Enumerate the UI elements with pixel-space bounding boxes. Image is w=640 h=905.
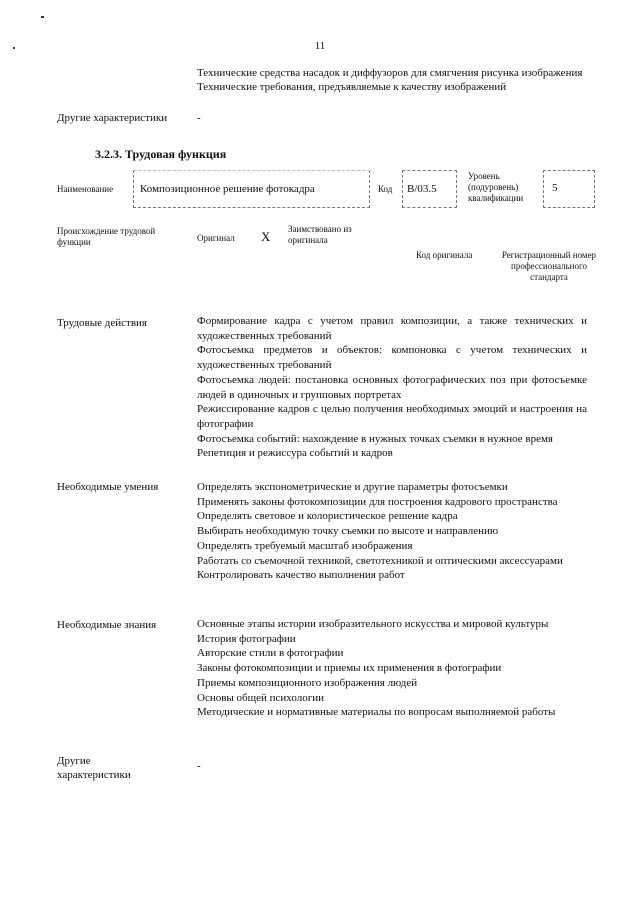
origin-label: Происхождение трудовой функции <box>57 226 156 247</box>
section-heading: 3.2.3. Трудовая функция <box>95 147 227 161</box>
row-label-other-characteristics: Другие характеристики <box>57 755 131 781</box>
list-item: Фотосъемка событий: нахождение в нужных точках съемки в нужное время <box>197 432 553 445</box>
list-item: Контролировать качество выполнения работ <box>197 569 405 582</box>
other-characteristics-list <box>197 759 587 774</box>
original-label: Оригинал <box>197 233 235 243</box>
required-skills-list <box>197 480 587 583</box>
level-label: Уровень (подуровень) квалификации <box>468 171 524 203</box>
code-label: Код <box>378 184 393 194</box>
list-item: Методические и нормативные материалы по вопросам выполняемой работы <box>197 706 556 719</box>
top-line: Технические требования, предъявляемые к качеству изображений <box>197 81 507 93</box>
name-value: Композиционное решение фотокадра <box>140 183 315 195</box>
list-item: Основы общей психологии <box>197 691 324 704</box>
list-item: Выбирать необходимую точку съемки по высоте и направлению <box>197 525 499 538</box>
page-number: 11 <box>314 40 326 52</box>
other-characteristics-value: - <box>197 112 201 124</box>
list-item: Работать со съемочной техникой, светотехникой и оптическими аксессуарами <box>197 554 563 567</box>
list-item: Приемы композиционного изображения людей <box>197 676 418 689</box>
list-item: История фотографии <box>197 632 296 645</box>
list-item: Авторские стили в фотографии <box>197 647 344 660</box>
required-knowledge-list <box>197 617 587 720</box>
borrowed-label: Заимствовано из оригинала <box>288 224 352 245</box>
list-item: Основные этапы истории изобразительного искусства и мировой культуры <box>197 618 549 630</box>
level-value: 5 <box>552 182 558 194</box>
top-continuation <box>197 66 590 94</box>
list-item: Фотосъемка предметов и объектов: компоновка с учетом технических и художественных требований <box>197 344 587 372</box>
list-item: Формирование кадра с учетом правил композиции, а также технических и художественных требований <box>197 315 587 342</box>
list-item: Режиссирование кадров с целью получения необходимых эмоций и настроения на фотографии <box>197 403 587 430</box>
scan-speck <box>41 16 44 18</box>
list-item: Репетиция и режиссура событий и кадров <box>197 447 393 460</box>
code-original-label: Код оригинала <box>416 250 473 260</box>
row-label-required-knowledge: Необходимые знания <box>57 619 157 631</box>
labor-actions-list <box>197 314 587 461</box>
row-label-labor-actions: Трудовые действия <box>57 317 147 329</box>
list-item: Определять требуемый масштаб изображения <box>197 539 413 552</box>
registration-number-label: Регистрационный номер профессионального стандарта <box>501 250 597 282</box>
list-item: Определять экспонометрические и другие параметры фотосъемки <box>197 481 508 493</box>
level-box <box>543 170 595 208</box>
list-item: - <box>197 760 201 772</box>
list-item: Законы фотокомпозиции и приемы их применения в фотографии <box>197 662 502 675</box>
list-item: Применять законы фотокомпозиции для построения кадрового пространства <box>197 495 558 508</box>
code-value: B/03.5 <box>407 183 437 195</box>
list-item: Фотосъемка людей: постановка основных фотографических поз при фотосъемке людей в одиночных и групповых портретах <box>197 373 587 401</box>
top-line: Технические средства насадок и диффузоров для смягчения рисунка изображения <box>197 67 583 79</box>
original-mark: X <box>261 229 271 244</box>
other-characteristics-label: Другие характеристики <box>57 112 168 124</box>
list-item: Определять световое и колористическое решение кадра <box>197 510 458 523</box>
name-label: Наименование <box>57 184 114 194</box>
row-label-required-skills: Необходимые умения <box>57 481 159 493</box>
